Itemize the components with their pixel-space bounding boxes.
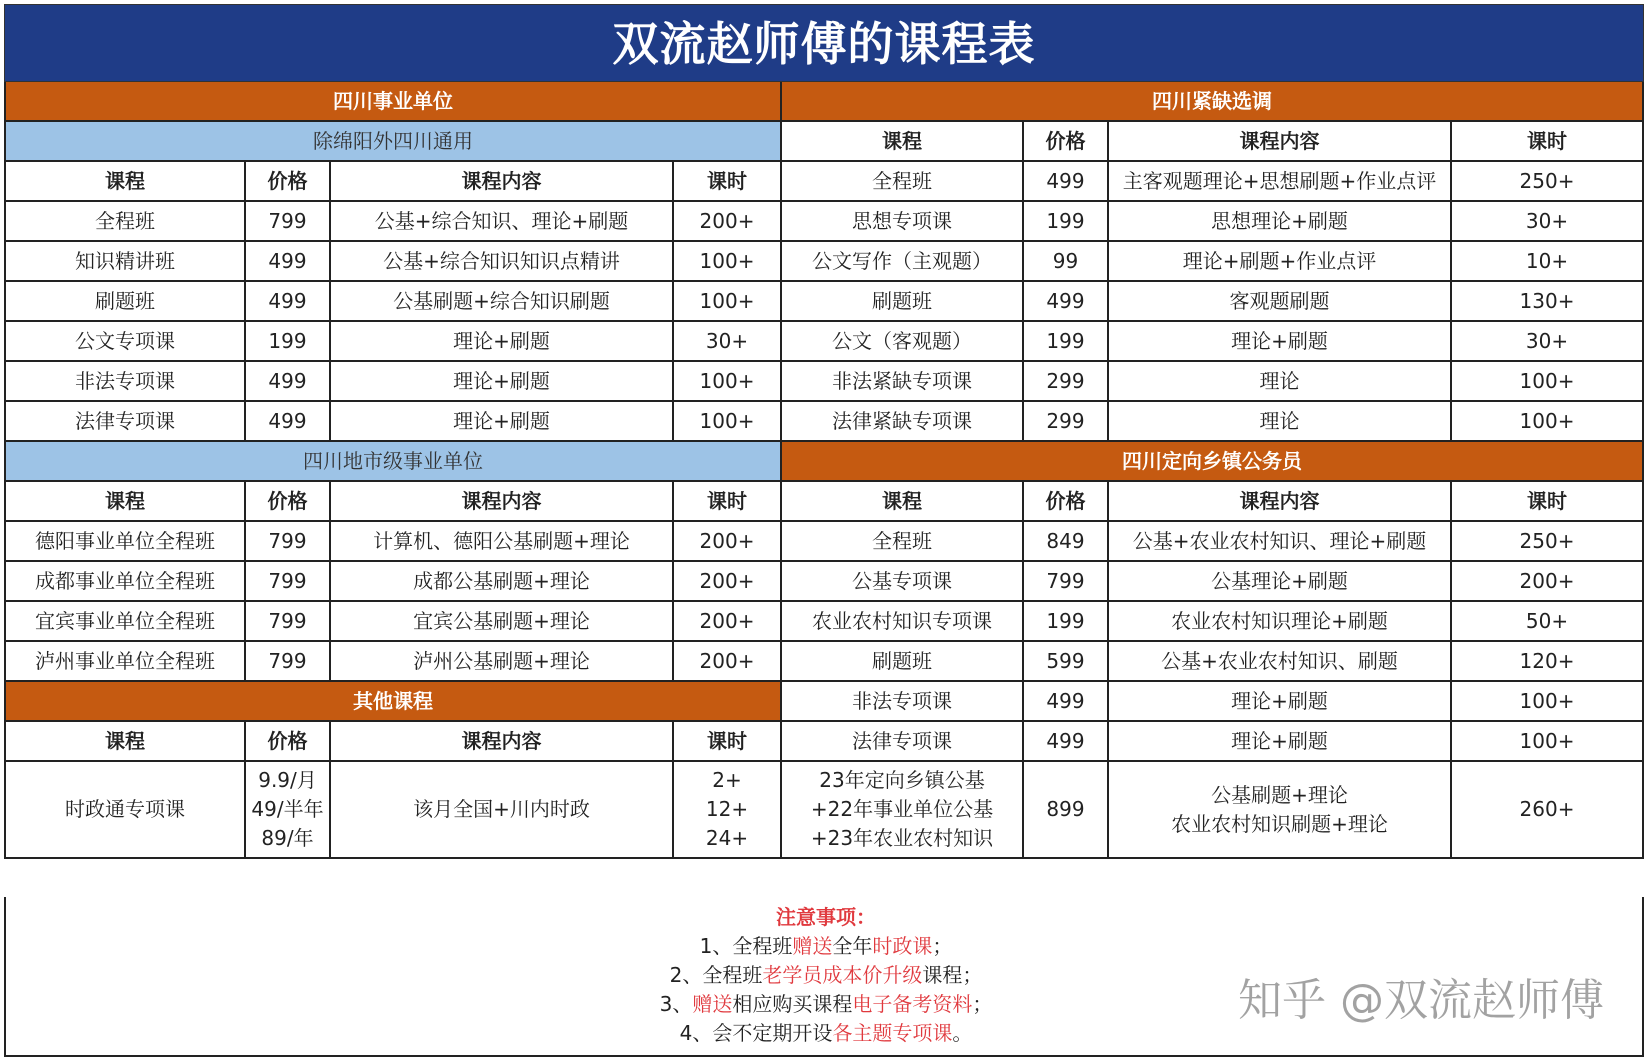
column-header: 课程	[4, 722, 246, 762]
table-cell: 理论+刷题+作业点评	[1109, 242, 1452, 282]
table-cell: 刷题班	[4, 282, 246, 322]
table-cell: 499	[1024, 162, 1109, 202]
column-header: 课程内容	[1109, 122, 1452, 162]
table-cell: 时政通专项课	[4, 762, 246, 859]
table-cell: 50+	[1452, 602, 1644, 642]
table-cell: 公文专项课	[4, 322, 246, 362]
page-title: 双流赵师傅的课程表	[4, 4, 1644, 82]
table-cell: 公基+农业农村知识、理论+刷题	[1109, 522, 1452, 562]
note-item	[6, 932, 1646, 960]
note-text: 全年	[832, 934, 873, 958]
note-text: 3、	[659, 992, 693, 1016]
table-cell: 理论+刷题	[331, 402, 674, 442]
table-cell: 泸州事业单位全程班	[4, 642, 246, 682]
table-cell: 200+	[1452, 562, 1644, 602]
table-cell: 泸州公基刷题+理论	[331, 642, 674, 682]
table-cell: 200+	[674, 202, 782, 242]
column-header: 课程内容	[331, 722, 674, 762]
column-header: 价格	[246, 722, 331, 762]
table-cell: 200+	[674, 602, 782, 642]
note-text: ；	[972, 992, 993, 1016]
column-header: 价格	[246, 482, 331, 522]
cell-line: 公基刷题+理论	[1211, 782, 1348, 807]
table-cell: 499	[246, 362, 331, 402]
table-cell: 299	[1024, 362, 1109, 402]
section-header-shortage-selection: 四川紧缺选调	[782, 82, 1644, 122]
table-cell: 刷题班	[782, 282, 1024, 322]
table-cell: 499	[246, 242, 331, 282]
note-highlight: 老学员成本价升级	[762, 963, 923, 987]
table-cell: 100+	[674, 282, 782, 322]
cell-line: 12+	[705, 797, 749, 821]
table-cell: 199	[1024, 602, 1109, 642]
note-text: 相应购买课程	[732, 992, 853, 1016]
column-header: 价格	[246, 162, 331, 202]
cell-line: 2+	[712, 768, 742, 792]
table-cell: 知识精讲班	[4, 242, 246, 282]
column-header: 课时	[1452, 122, 1644, 162]
cell-line: 49/半年	[251, 797, 324, 821]
column-header: 课程内容	[1109, 482, 1452, 522]
table-cell: 200+	[674, 642, 782, 682]
table-cell: 刷题班	[782, 642, 1024, 682]
table-cell: 农业农村知识专项课	[782, 602, 1024, 642]
table-cell: 客观题刷题	[1109, 282, 1452, 322]
table-cell: 全程班	[4, 202, 246, 242]
table-cell: 30+	[1452, 322, 1644, 362]
table-cell: 799	[246, 642, 331, 682]
table-cell: 200+	[674, 522, 782, 562]
table-cell: 公文（客观题）	[782, 322, 1024, 362]
section-header-sichuan-institution: 四川事业单位	[4, 82, 782, 122]
table-cell: 199	[1024, 202, 1109, 242]
table-cell: 100+	[1452, 362, 1644, 402]
cell-line: 24+	[705, 826, 749, 850]
cell-line: +23年农业农村知识	[810, 826, 994, 850]
table-cell: 非法紧缺专项课	[782, 362, 1024, 402]
table-cell: 农业农村知识理论+刷题	[1109, 602, 1452, 642]
table-cell: 德阳事业单位全程班	[4, 522, 246, 562]
table-cell: 理论+刷题	[331, 362, 674, 402]
table-cell: 100+	[1452, 722, 1644, 762]
table-cell: 10+	[1452, 242, 1644, 282]
column-header: 课时	[1452, 482, 1644, 522]
table-cell: 299	[1024, 402, 1109, 442]
column-header: 价格	[1024, 122, 1109, 162]
note-highlight: 赠送	[792, 934, 833, 958]
table-cell: 100+	[674, 402, 782, 442]
table-cell: 法律紧缺专项课	[782, 402, 1024, 442]
table-cell: 公基+综合知识知识点精讲	[331, 242, 674, 282]
table-cell: 该月全国+川内时政	[331, 762, 674, 859]
notes-title: 注意事项：	[776, 905, 876, 929]
column-header: 课时	[674, 722, 782, 762]
table-cell: 799	[246, 202, 331, 242]
column-header: 课程内容	[331, 482, 674, 522]
cell-line: 23年定向乡镇公基	[819, 768, 985, 792]
table-cell: 公文写作（主观题）	[782, 242, 1024, 282]
table-cell: 公基+综合知识、理论+刷题	[331, 202, 674, 242]
note-text: 1、全程班	[699, 934, 793, 958]
table-cell: 100+	[674, 242, 782, 282]
table-cell	[246, 762, 331, 859]
note-highlight: 赠送	[692, 992, 733, 1016]
table-cell: 499	[1024, 282, 1109, 322]
section-header-other-courses: 其他课程	[4, 682, 782, 722]
column-header: 课程内容	[331, 162, 674, 202]
table-cell: 理论	[1109, 362, 1452, 402]
table-cell: 思想理论+刷题	[1109, 202, 1452, 242]
note-text: 课程；	[922, 963, 983, 987]
table-cell: 120+	[1452, 642, 1644, 682]
table-cell: 公基专项课	[782, 562, 1024, 602]
subsection-header-general: 除绵阳外四川通用	[4, 122, 782, 162]
column-header: 课程	[782, 482, 1024, 522]
table-cell: 全程班	[782, 162, 1024, 202]
table-cell: 100+	[1452, 402, 1644, 442]
table-cell	[1109, 762, 1452, 859]
table-cell: 799	[246, 562, 331, 602]
table-cell: 799	[1024, 562, 1109, 602]
table-cell: 260+	[1452, 762, 1644, 859]
note-text: 4、会不定期开设	[679, 1021, 833, 1045]
note-text: ；	[932, 934, 953, 958]
note-text: 。	[952, 1021, 973, 1045]
table-cell: 非法专项课	[782, 682, 1024, 722]
note-highlight: 时政课	[872, 934, 933, 958]
table-cell: 理论+刷题	[331, 322, 674, 362]
column-header: 课程	[4, 482, 246, 522]
table-cell: 公基+农业农村知识、刷题	[1109, 642, 1452, 682]
table-cell: 宜宾公基刷题+理论	[331, 602, 674, 642]
cell-line: 农业农村知识刷题+理论	[1171, 811, 1388, 836]
table-cell: 宜宾事业单位全程班	[4, 602, 246, 642]
table-cell: 非法专项课	[4, 362, 246, 402]
table-cell: 100+	[674, 362, 782, 402]
table-cell: 理论+刷题	[1109, 722, 1452, 762]
column-header: 课时	[674, 162, 782, 202]
table-cell: 成都事业单位全程班	[4, 562, 246, 602]
table-cell: 599	[1024, 642, 1109, 682]
cell-line: 9.9/月	[258, 768, 317, 792]
table-cell: 思想专项课	[782, 202, 1024, 242]
table-cell: 30+	[674, 322, 782, 362]
table-cell: 公基刷题+综合知识刷题	[331, 282, 674, 322]
table-cell: 公基理论+刷题	[1109, 562, 1452, 602]
table-cell: 成都公基刷题+理论	[331, 562, 674, 602]
table-cell: 主客观题理论+思想刷题+作业点评	[1109, 162, 1452, 202]
table-cell: 计算机、德阳公基刷题+理论	[331, 522, 674, 562]
table-cell: 法律专项课	[4, 402, 246, 442]
column-header: 价格	[1024, 482, 1109, 522]
table-cell: 199	[1024, 322, 1109, 362]
table-cell: 499	[246, 282, 331, 322]
table-cell: 理论+刷题	[1109, 322, 1452, 362]
section-header-city-institution: 四川地市级事业单位	[4, 442, 782, 482]
table-cell: 130+	[1452, 282, 1644, 322]
table-cell: 理论	[1109, 402, 1452, 442]
table-cell: 499	[1024, 682, 1109, 722]
note-text: 2、全程班	[669, 963, 763, 987]
table-cell: 849	[1024, 522, 1109, 562]
table-cell: 899	[1024, 762, 1109, 859]
column-header: 课程	[4, 162, 246, 202]
table-cell: 799	[246, 602, 331, 642]
column-header: 课时	[674, 482, 782, 522]
table-cell: 499	[246, 402, 331, 442]
note-highlight: 各主题专项课	[832, 1021, 953, 1045]
table-cell: 250+	[1452, 522, 1644, 562]
table-cell: 99	[1024, 242, 1109, 282]
watermark: 知乎 @双流赵师傅	[1238, 975, 1604, 1026]
table-cell: 799	[246, 522, 331, 562]
table-cell: 199	[246, 322, 331, 362]
section-header-township-civil-servant: 四川定向乡镇公务员	[782, 442, 1644, 482]
cell-line: 89/年	[261, 826, 314, 850]
table-cell	[674, 762, 782, 859]
table-cell: 250+	[1452, 162, 1644, 202]
table-cell: 200+	[674, 562, 782, 602]
table-cell: 理论+刷题	[1109, 682, 1452, 722]
table-cell	[782, 762, 1024, 859]
column-header: 课程	[782, 122, 1024, 162]
table-cell: 全程班	[782, 522, 1024, 562]
note-highlight: 电子备考资料	[852, 992, 973, 1016]
table-cell: 499	[1024, 722, 1109, 762]
table-cell: 100+	[1452, 682, 1644, 722]
course-schedule-sheet	[4, 4, 1644, 1060]
table-cell: 法律专项课	[782, 722, 1024, 762]
cell-line: +22年事业单位公基	[810, 797, 994, 821]
table-cell: 30+	[1452, 202, 1644, 242]
